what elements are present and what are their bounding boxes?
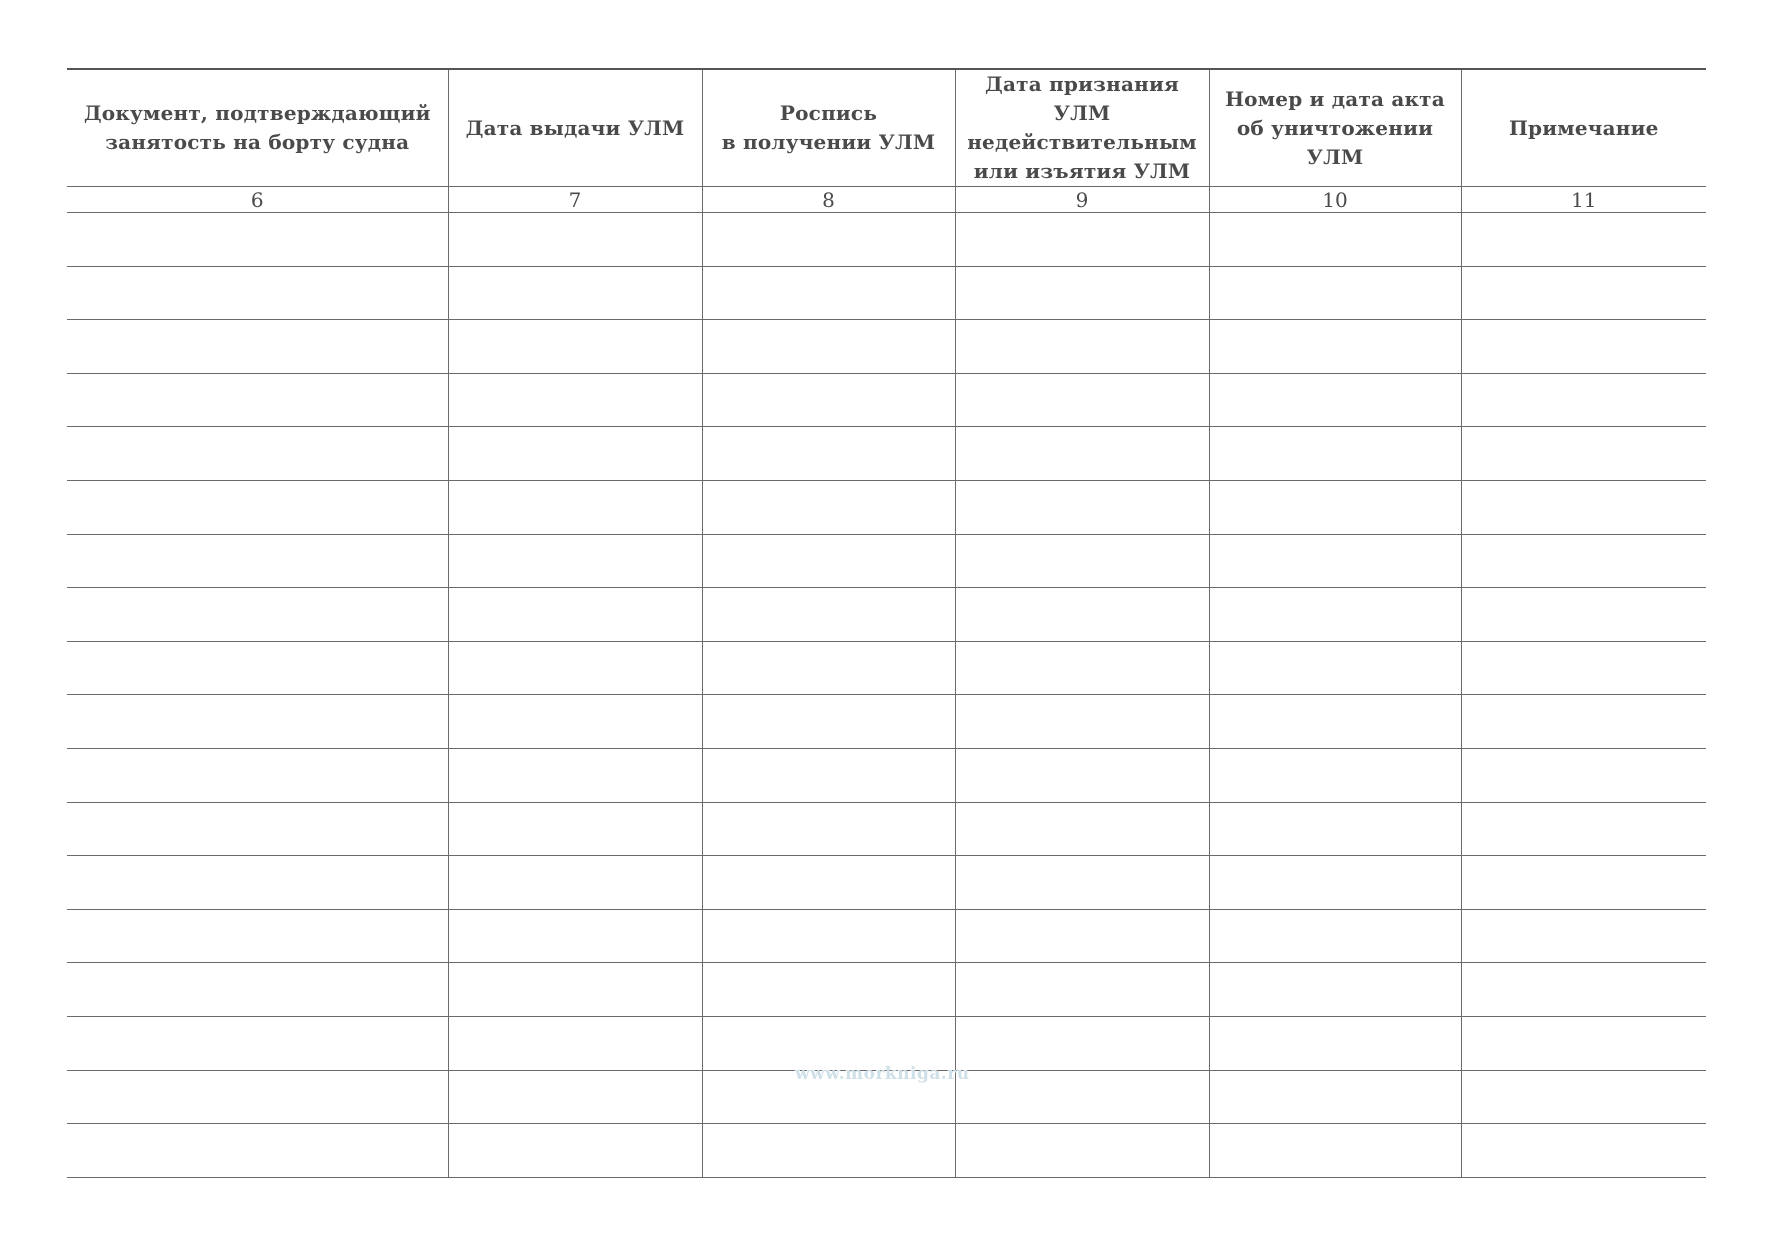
table-cell[interactable] <box>1209 802 1461 856</box>
table-cell[interactable] <box>1209 1070 1461 1124</box>
table-cell[interactable] <box>448 534 702 588</box>
table-cell[interactable] <box>955 213 1209 267</box>
register-table <box>67 68 1706 1178</box>
table-cell[interactable] <box>955 427 1209 481</box>
table-row <box>67 588 1706 642</box>
table-row <box>67 373 1706 427</box>
table-cell[interactable] <box>1461 802 1706 856</box>
table-cell[interactable] <box>448 695 702 749</box>
table-cell[interactable] <box>67 1070 448 1124</box>
table-cell[interactable] <box>1209 266 1461 320</box>
table-row <box>67 320 1706 374</box>
column-number-row <box>67 187 1706 213</box>
table-cell[interactable] <box>67 909 448 963</box>
table-cell[interactable] <box>955 856 1209 910</box>
table-cell[interactable] <box>448 480 702 534</box>
table-cell[interactable] <box>955 588 1209 642</box>
table-cell[interactable] <box>1209 480 1461 534</box>
table-row <box>67 266 1706 320</box>
column-number: 7 <box>448 187 702 213</box>
table-cell[interactable] <box>1461 427 1706 481</box>
table-cell[interactable] <box>448 641 702 695</box>
table-cell[interactable] <box>448 856 702 910</box>
table-row <box>67 641 1706 695</box>
table-cell[interactable] <box>702 266 955 320</box>
table-row <box>67 534 1706 588</box>
table-cell[interactable] <box>702 695 955 749</box>
table-row <box>67 695 1706 749</box>
table-cell[interactable] <box>1461 856 1706 910</box>
table-cell[interactable] <box>67 266 448 320</box>
column-number: 6 <box>67 187 448 213</box>
table-cell[interactable] <box>67 856 448 910</box>
table-cell[interactable] <box>702 909 955 963</box>
table-cell[interactable] <box>955 802 1209 856</box>
column-number: 11 <box>1461 187 1706 213</box>
table-cell[interactable] <box>955 373 1209 427</box>
table-cell[interactable] <box>1209 213 1461 267</box>
table-cell[interactable] <box>955 1070 1209 1124</box>
table-cell[interactable] <box>702 320 955 374</box>
table-cell[interactable] <box>1209 373 1461 427</box>
table-cell[interactable] <box>1209 534 1461 588</box>
table-cell[interactable] <box>1461 1070 1706 1124</box>
table-cell[interactable] <box>448 1016 702 1070</box>
table-cell[interactable] <box>702 1124 955 1178</box>
table-cell[interactable] <box>702 802 955 856</box>
table-row <box>67 748 1706 802</box>
table-cell[interactable] <box>702 748 955 802</box>
table-body <box>67 213 1706 1178</box>
table-cell[interactable] <box>67 1016 448 1070</box>
table-cell[interactable] <box>67 695 448 749</box>
table-cell[interactable] <box>1209 748 1461 802</box>
table-cell[interactable] <box>1209 1124 1461 1178</box>
table-cell[interactable] <box>1209 963 1461 1017</box>
table-cell[interactable] <box>448 1070 702 1124</box>
watermark: www.morkniga.ru <box>795 1064 970 1084</box>
table-row <box>67 480 1706 534</box>
table-cell[interactable] <box>67 534 448 588</box>
table-cell[interactable] <box>1461 320 1706 374</box>
table-cell[interactable] <box>448 266 702 320</box>
column-number: 9 <box>955 187 1209 213</box>
column-header-destruction-act: Номер и дата акта об уничтожении УЛМ <box>1209 69 1461 187</box>
column-header-signature: Роспись в получении УЛМ <box>702 69 955 187</box>
table-row <box>67 427 1706 481</box>
table-row <box>67 1124 1706 1178</box>
table-cell[interactable] <box>702 427 955 481</box>
table-cell[interactable] <box>955 909 1209 963</box>
table-cell[interactable] <box>1461 1016 1706 1070</box>
table-cell[interactable] <box>1461 534 1706 588</box>
table-cell[interactable] <box>702 1016 955 1070</box>
table-row <box>67 213 1706 267</box>
table-cell[interactable] <box>67 802 448 856</box>
table-cell[interactable] <box>448 320 702 374</box>
table-cell[interactable] <box>955 748 1209 802</box>
table-cell[interactable] <box>67 480 448 534</box>
table-cell[interactable] <box>702 588 955 642</box>
table-cell[interactable] <box>448 963 702 1017</box>
table-cell[interactable] <box>1461 1124 1706 1178</box>
table-cell[interactable] <box>702 480 955 534</box>
table-cell[interactable] <box>67 320 448 374</box>
table-cell[interactable] <box>1209 641 1461 695</box>
table-cell[interactable] <box>1461 373 1706 427</box>
table-cell[interactable] <box>67 963 448 1017</box>
table-cell[interactable] <box>67 641 448 695</box>
table-cell[interactable] <box>1461 266 1706 320</box>
table-cell[interactable] <box>955 320 1209 374</box>
table-cell[interactable] <box>67 373 448 427</box>
column-header-document: Документ, подтверждающий занятость на борту судна <box>67 69 448 187</box>
table-cell[interactable] <box>67 1124 448 1178</box>
table-row <box>67 1016 1706 1070</box>
table-cell[interactable] <box>955 534 1209 588</box>
table-cell[interactable] <box>67 213 448 267</box>
table-cell[interactable] <box>1461 963 1706 1017</box>
table-cell[interactable] <box>702 213 955 267</box>
column-header-issue-date: Дата выдачи УЛМ <box>448 69 702 187</box>
table-row <box>67 963 1706 1017</box>
table-cell[interactable] <box>448 802 702 856</box>
table-cell[interactable] <box>448 909 702 963</box>
table-cell[interactable] <box>702 641 955 695</box>
table-cell[interactable] <box>955 641 1209 695</box>
header-row <box>67 69 1706 187</box>
table-cell[interactable] <box>67 748 448 802</box>
table-row <box>67 802 1706 856</box>
table-cell[interactable] <box>702 963 955 1017</box>
table-cell[interactable] <box>1209 427 1461 481</box>
table-cell[interactable] <box>955 480 1209 534</box>
table-cell[interactable] <box>448 213 702 267</box>
table-cell[interactable] <box>448 748 702 802</box>
table-cell[interactable] <box>1209 909 1461 963</box>
table-cell[interactable] <box>955 1016 1209 1070</box>
table-cell[interactable] <box>448 427 702 481</box>
table-cell[interactable] <box>1209 1016 1461 1070</box>
table-cell[interactable] <box>1461 748 1706 802</box>
column-number: 8 <box>702 187 955 213</box>
table-cell[interactable] <box>702 534 955 588</box>
table-cell[interactable] <box>1461 641 1706 695</box>
table-row <box>67 909 1706 963</box>
table-cell[interactable] <box>1209 856 1461 910</box>
table-cell[interactable] <box>955 266 1209 320</box>
column-header-invalidation-date: Дата признания УЛМ недействительным или изъятия УЛМ <box>955 69 1209 187</box>
table-cell[interactable] <box>702 373 955 427</box>
table-cell[interactable] <box>1461 480 1706 534</box>
table-cell[interactable] <box>1461 695 1706 749</box>
table-row <box>67 856 1706 910</box>
table-cell[interactable] <box>1461 588 1706 642</box>
table-cell[interactable] <box>67 588 448 642</box>
table-cell[interactable] <box>955 1124 1209 1178</box>
table-cell[interactable] <box>702 856 955 910</box>
table-cell[interactable] <box>1209 588 1461 642</box>
table-cell[interactable] <box>448 588 702 642</box>
column-header-note: Примечание <box>1461 69 1706 187</box>
table-cell[interactable] <box>1461 909 1706 963</box>
table-cell[interactable] <box>1209 320 1461 374</box>
table-cell[interactable] <box>955 695 1209 749</box>
table-cell[interactable] <box>955 963 1209 1017</box>
table-cell[interactable] <box>1461 213 1706 267</box>
table-cell[interactable] <box>448 1124 702 1178</box>
table-cell[interactable] <box>448 373 702 427</box>
table-cell[interactable] <box>67 427 448 481</box>
column-number: 10 <box>1209 187 1461 213</box>
table-cell[interactable] <box>1209 695 1461 749</box>
